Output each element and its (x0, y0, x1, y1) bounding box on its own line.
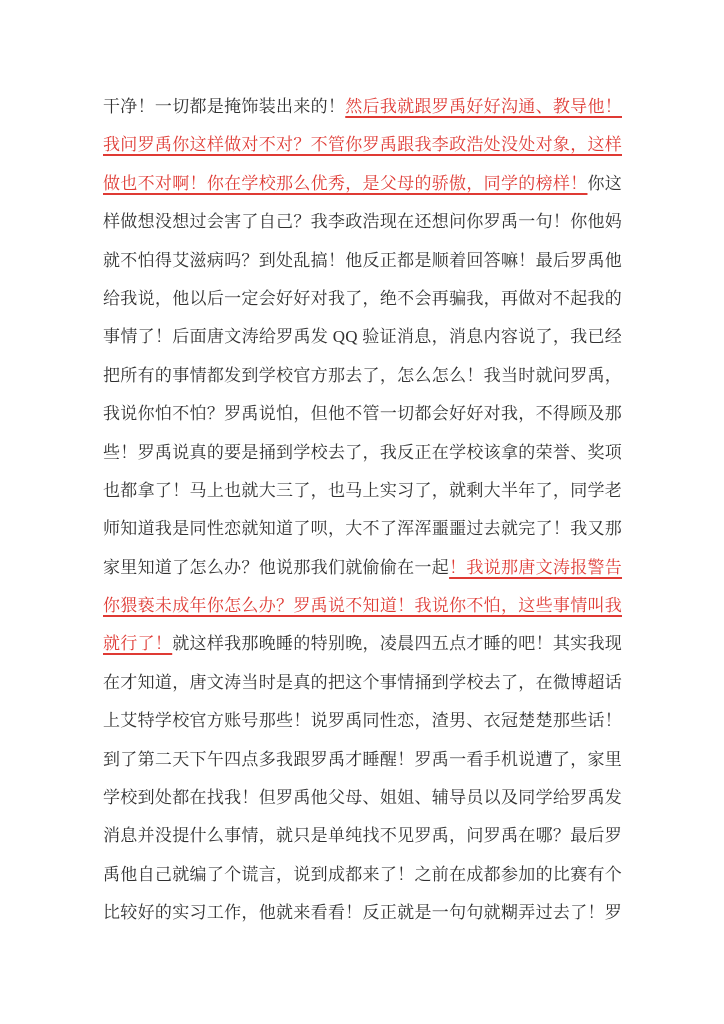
text-segment: 些！罗禹说真的要是捅到学校去了，我反正在学校该拿的荣誉、奖项 (103, 442, 622, 462)
highlighted-text-segment: 我问罗禹你这样做对不对？不管你罗禹跟我李政浩处没处对象，这样 (103, 135, 622, 155)
text-line (103, 126, 622, 164)
text-line (103, 549, 622, 587)
text-line (103, 894, 622, 932)
highlighted-text-segment: 然后我就跟罗禹好好沟通、教导他！ (345, 97, 622, 116)
text-line (103, 88, 622, 126)
text-line (103, 357, 622, 395)
text-segment: 样做想没想过会害了自己？我李政浩现在还想问你罗禹一句！你他妈 (103, 212, 622, 232)
text-line (103, 510, 622, 548)
text-segment: 我说你怕不怕？罗禹说怕，但他不管一切都会好好对我，不得顾及那 (103, 404, 622, 424)
paragraph (103, 88, 622, 933)
text-segment: 干净！一切都是掩饰装出来的！ (103, 97, 346, 116)
text-line (103, 280, 622, 318)
text-line (103, 625, 622, 663)
text-segment: 就不怕得艾滋病吗？到处乱搞！他反正都是顺着回答嘛！最后罗禹他 (103, 250, 622, 270)
text-segment: 在才知道，唐文涛当时是真的把这个事情捅到学校去了，在微博超话 (103, 672, 622, 692)
text-line (103, 664, 622, 702)
text-segment: 上艾特学校官方账号那些！说罗禹同性恋，渣男、衣冠楚楚那些话！ (103, 711, 622, 731)
text-line (103, 165, 622, 203)
text-line (103, 318, 622, 356)
text-segment: 师知道我是同性恋就知道了呗，大不了浑浑噩噩过去就完了！我又那 (103, 519, 622, 539)
text-line (103, 741, 622, 779)
text-line (103, 242, 622, 280)
highlighted-text-segment: ！我说那唐文涛报警告 (449, 557, 623, 577)
text-line (103, 779, 622, 817)
text-segment: 比较好的实习工作，他就来看看！反正就是一句句就糊弄过去了！罗 (103, 903, 622, 923)
text-segment: 家里知道了怎么办？他说那我们就偷偷在一起 (103, 557, 450, 577)
text-segment: 就这样我那晚睡的特别晚，凌晨四五点才睡的吧！其实我现 (172, 634, 622, 654)
text-line (103, 702, 622, 740)
text-segment: 学校到处都在找我！但罗禹他父母、姐姐、辅导员以及同学给罗禹发 (103, 788, 622, 808)
text-segment: 你这 (587, 173, 622, 193)
text-segment: 事情了！后面唐文涛给罗禹发 QQ 验证消息，消息内容说了，我已经 (103, 327, 622, 347)
text-line (103, 395, 622, 433)
text-segment: 到了第二天下午四点多我跟罗禹才睡醒！罗禹一看手机说遭了，家里 (103, 749, 622, 769)
text-line (103, 434, 622, 472)
text-segment: 消息并没提什么事情，就只是单纯找不见罗禹，问罗禹在哪？最后罗 (103, 826, 622, 846)
text-segment: 给我说，他以后一定会好好对我了，绝不会再骗我，再做对不起我的 (103, 288, 622, 308)
highlighted-text-segment: 就行了！ (103, 634, 173, 654)
text-segment: 禹他自己就编了个谎言，说到成都来了！之前在成都参加的比赛有个 (103, 864, 622, 884)
text-line (103, 817, 622, 855)
text-line (103, 472, 622, 510)
text-line (103, 856, 622, 894)
text-line (103, 203, 622, 241)
highlighted-text-segment: 你猥亵未成年你怎么办？罗禹说不知道！我说你不怕，这些事情叫我 (103, 596, 622, 616)
text-line (103, 587, 622, 625)
text-segment: 也都拿了！马上也就大三了，也马上实习了，就剩大半年了，同学老 (103, 480, 622, 500)
highlighted-text-segment: 做也不对啊！你在学校那么优秀，是父母的骄傲，同学的榜样！ (103, 173, 588, 193)
text-segment: 把所有的事情都发到学校官方那去了，怎么怎么！我当时就问罗禹， (103, 365, 622, 385)
